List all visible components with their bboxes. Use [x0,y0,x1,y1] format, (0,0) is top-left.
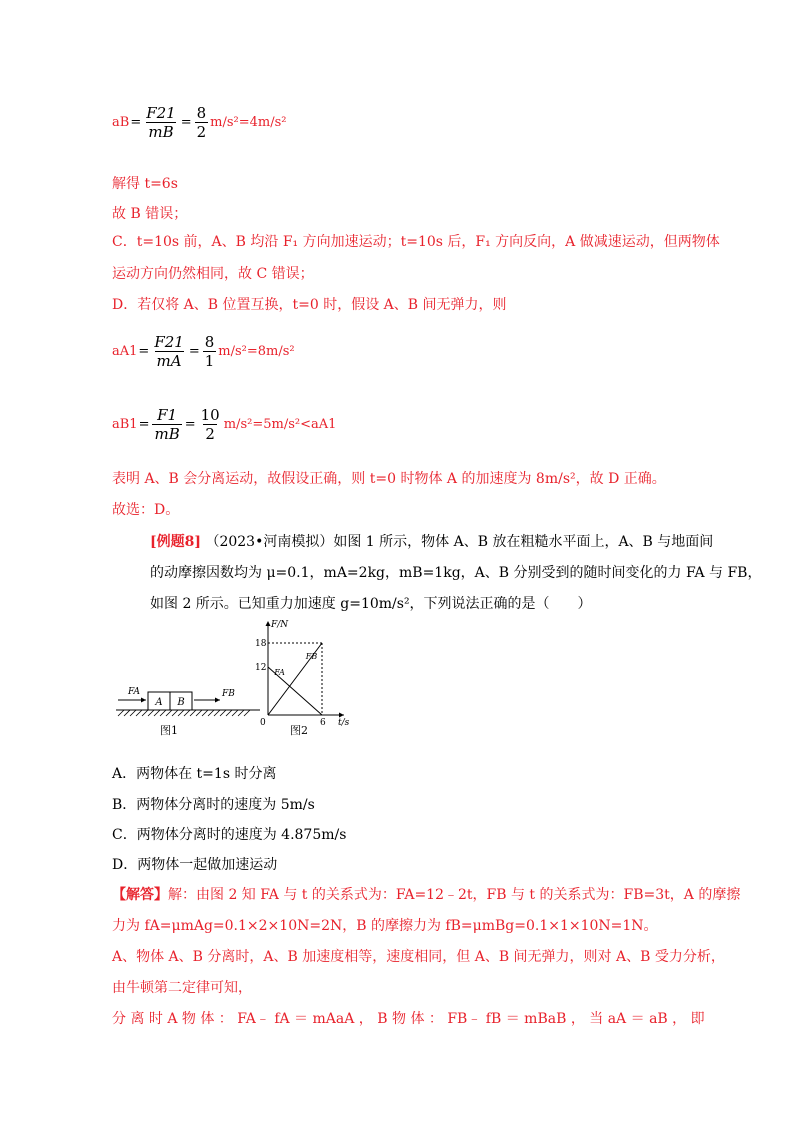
b-wrong-line: 故 B 错误； [112,206,188,222]
x-tick-label: 0 [260,718,266,728]
c-line-1: C．t=10s 前，A、B 均沿 F₁ 方向加速运动；t=10s 后，F₁ 方向反向，A 做减速运动，但两物体 [112,234,720,250]
equation-aB: aB = $\frac{F21}{mB}$ = $\frac{8}{2}$ m/s²=4m/s² [112,104,287,141]
y-tick-label: 12 [255,663,267,673]
figure-1-blocks [110,682,260,742]
fraction-force-over-mass: $\frac{F21}{mB}$ [146,104,176,141]
series-label-fb: FB [305,652,318,661]
equation-aA1: aA1 = $\frac{F21}{mA}$ = $\frac{8}{1}$ m/s²=8m/s² [112,333,295,370]
answer-line: 故选：D。 [112,502,180,518]
solution-line-3: A、物体 A、B 分离时，A、B 加速度相等，速度相同，但 A、B 间无弹力，则对 A、B 受力分析， [112,949,725,965]
y-axis-arrow [266,621,271,626]
x-axis-arrow [339,713,344,718]
x-axis-label: t/s [338,718,350,728]
solution-line-1: 【解答】解：由图 2 知 FA 与 t 的关系式为：FA=12﹣2t，FB 与 t 的关系式为：FB=3t，A 的摩擦 [112,887,741,903]
svg-text:B: B [177,697,185,708]
example-line-1: （2023•河南模拟）如图 1 所示，物体 A、B 放在粗糙水平面上，A、B 与地面间 [205,534,714,550]
example-tag: [例题8] [150,534,201,550]
equation-aB1: aB1 = $\frac{F1}{mB}$ = $\frac{10}{2}$ m/s²=5m/s²<aA1 [112,406,337,443]
y-axis-label: F/N [271,620,289,630]
solve-t-line: 解得 t=6s [112,176,178,192]
example-line-2: 的动摩擦因数均为 μ=0.1，mA=2kg，mB=1kg，A、B 分别受到的随时间变化的力 FA 与 FB， [150,565,762,581]
example-header [150,533,713,551]
d-line: D．若仅将 A、B 位置互换，t=0 时，假设 A、B 间无弹力，则 [112,297,507,313]
figure-2-caption: 图2 [290,724,308,737]
fb-label: FB [222,689,235,699]
option-b: B．两物体分离时的速度为 5m/s [112,797,315,813]
solution-tag: 【解答】 [112,887,168,903]
svg-text:A: A [155,697,163,708]
conclusion-line: 表明 A、B 会分离运动，故假设正确，则 t=0 时物体 A 的加速度为 8m/s²，故 D 正确。 [112,471,666,487]
fa-label: FA [128,687,140,697]
option-d: D．两物体一起做加速运动 [112,857,278,873]
option-a: A．两物体在 t=1s 时分离 [112,766,277,782]
solution-line-4: 由牛顿第二定律可知， [112,980,252,996]
solution-line-5: 分 离 时 A 物 体 ： FA﹣ fA ＝ mAaA ， B 物 体 ： FB﹣ fB ＝ mBaB ， 当 aA ＝ aB ， 即 [112,1011,705,1027]
equation-label: aB [112,115,130,130]
fraction-values: $\frac{8}{2}$ [196,104,207,141]
y-tick-label: 18 [255,639,267,649]
option-c: C．两物体分离时的速度为 4.875m/s [112,827,347,843]
c-line-2: 运动方向仍然相同，故 C 错误； [112,266,314,282]
series-label-fa: FA [274,668,285,677]
x-tick-label: 6 [320,718,326,728]
solution-line-2: 力为 fA=μmAg=0.1×2×10N=2N，B 的摩擦力为 fB=μmBg=0.1×1×10N=1N。 [112,918,658,934]
figure-1-caption: 图1 [160,724,178,737]
equation-result: m/s²=4m/s² [210,115,287,130]
example-line-3: 如图 2 所示。已知重力加速度 g=10m/s²，下列说法正确的是（ ） [150,596,592,612]
